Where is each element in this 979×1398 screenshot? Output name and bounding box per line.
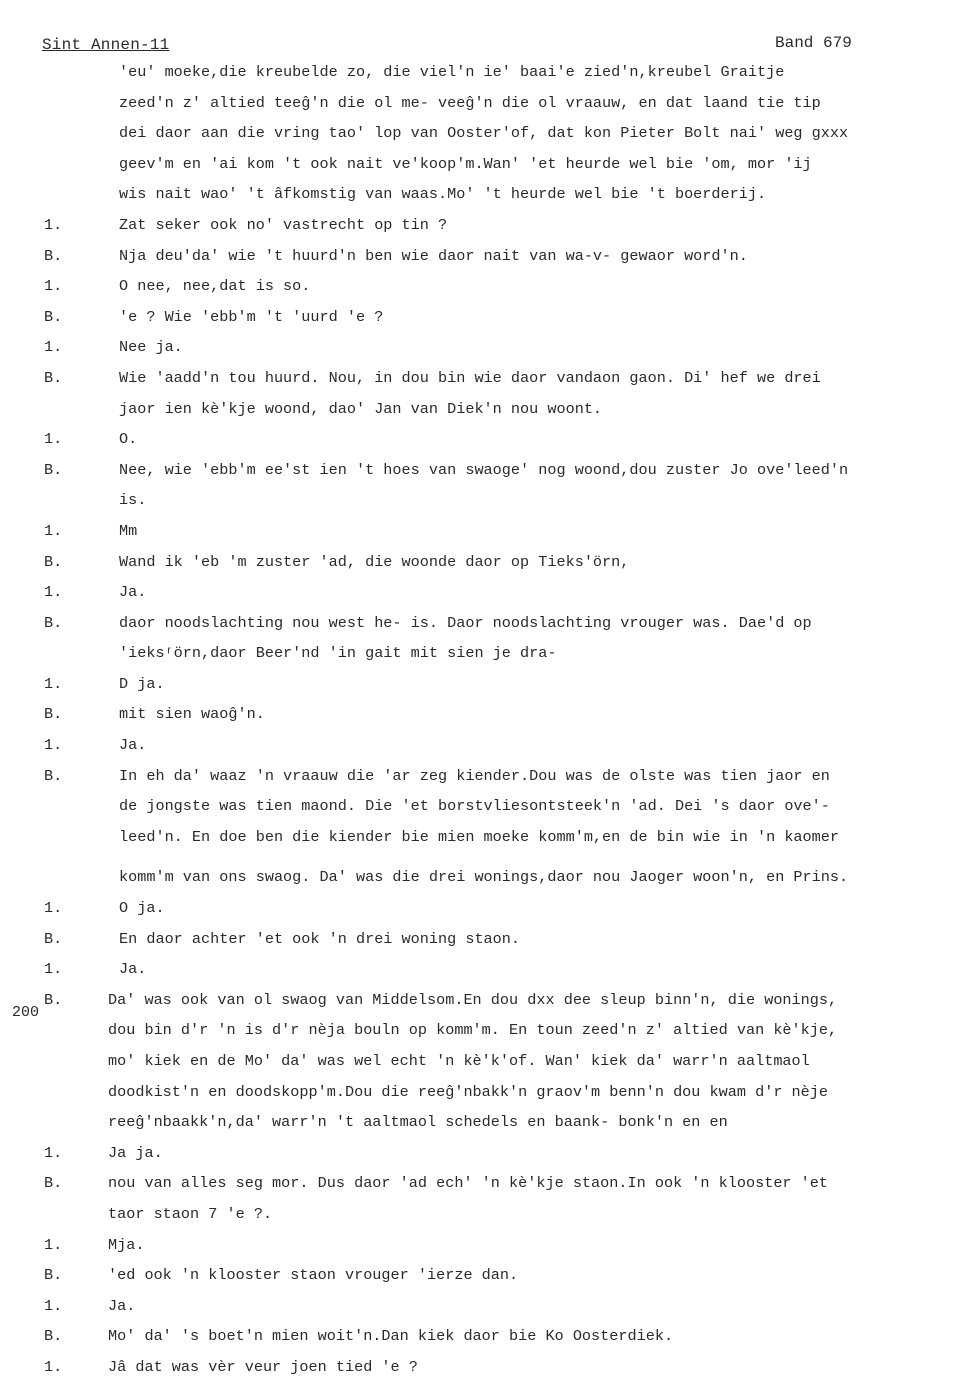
speaker-label: B.	[44, 1174, 63, 1193]
speaker-label: B.	[44, 368, 63, 387]
line-text: 'ieksʳörn,daor Beer'nd 'in gait mit sien je dra-	[119, 644, 557, 663]
line-text: O nee, nee,dat is so.	[119, 277, 311, 296]
line-text: En daor achter 'et ook 'n drei woning staon.	[119, 929, 521, 948]
line-text: 'eu' moeke,die kreubelde zo, die viel'n ie' baai'e zied'n,kreubel Graitje	[119, 63, 785, 81]
transcript-line	[0, 1356, 979, 1387]
transcript-line	[0, 958, 979, 989]
speaker-label: 1.	[44, 583, 63, 602]
speaker-label: B.	[44, 929, 63, 948]
speaker-label: 1.	[44, 899, 63, 918]
transcript-line	[0, 275, 979, 306]
line-text: Ja.	[108, 1296, 136, 1315]
speaker-label: 1.	[44, 736, 63, 755]
speaker-label: 1.	[44, 277, 63, 296]
transcript-line	[0, 765, 979, 796]
transcript-line	[0, 520, 979, 551]
line-text: Mja.	[108, 1235, 145, 1254]
speaker-label: 1.	[44, 521, 63, 540]
transcript-line	[0, 734, 979, 765]
line-text: dou bin d'r 'n is d'r nèja bouln op komm'm. En toun zeed'n z' altied van kè'kje,	[108, 1021, 838, 1040]
transcript-line	[0, 459, 979, 490]
line-text: zeed'n z' altied teeĝ'n die ol me- veeĝ'n die ol vraauw, en dat laand tie tip	[119, 93, 821, 112]
transcript-line	[0, 866, 979, 897]
transcript-line	[0, 1142, 979, 1173]
transcript-line	[0, 428, 979, 459]
line-text: is.	[119, 491, 147, 510]
transcript-line	[0, 1325, 979, 1356]
margin-note: 200	[12, 1004, 40, 1021]
line-text: Mo' da' 's boet'n mien woit'n.Dan kiek daor bie Ko Oosterdiek.	[108, 1327, 674, 1346]
line-text: doodkist'n en doodskopp'm.Dou die reeĝ'nbakk'n graov'm benn'n dou kwam d'r nèje	[108, 1082, 829, 1101]
line-text: de jongste was tien maond. Die 'et borstvliesontsteek'n 'ad. Dei 's daor ove'-	[119, 797, 830, 816]
line-text: taor staon 7 'e ?.	[108, 1204, 273, 1223]
line-text: geev'm en 'ai kom 't ook nait ve'koop'm.Wan' 'et heurde wel bie 'om, mor 'ij	[119, 154, 812, 173]
line-text: dei daor aan die vring tao' lop van Ooster'of, dat kon Pieter Bolt nai' weg gxxx	[119, 124, 849, 143]
transcript-line	[0, 122, 979, 153]
line-text: Zat seker ook no' vastrecht op tin ?	[119, 215, 448, 234]
transcript-line	[0, 928, 979, 959]
transcript-line	[0, 642, 979, 673]
transcript-line	[0, 1295, 979, 1326]
transcript-lines	[0, 61, 979, 1387]
speaker-label: 1.	[44, 1296, 63, 1315]
line-text: mo' kiek en de Mo' da' was wel echt 'n kè'k'of. Wan' kiek da' warr'n aaltmaol	[108, 1052, 810, 1070]
transcript-line	[0, 92, 979, 123]
line-text: O.	[119, 430, 138, 449]
line-text: Mm	[119, 521, 138, 540]
line-text: Ja.	[119, 736, 147, 755]
speaker-label: 1.	[44, 1143, 63, 1162]
transcript-line	[0, 61, 979, 92]
line-text: wis nait wao' 't âfkomstig van waas.Mo' 't heurde wel bie 't boerderij.	[119, 185, 767, 204]
transcript-line	[0, 581, 979, 612]
speaker-label: B.	[44, 613, 63, 632]
transcript-line	[0, 214, 979, 245]
speaker-label: 1.	[44, 960, 63, 979]
line-text: Ja.	[119, 583, 147, 602]
transcript-line	[0, 1081, 979, 1112]
transcript-line	[0, 673, 979, 704]
transcript-line	[0, 1019, 979, 1050]
line-text: mit sien waoĝ'n.	[119, 705, 265, 724]
line-text: Da' was ook van ol swaog van Middelsom.En dou dxx dee sleup binn'n, die wonings,	[108, 990, 838, 1009]
line-text: 'ed ook 'n klooster staon vrouger 'ierze dan.	[108, 1266, 519, 1285]
transcript-line	[0, 1264, 979, 1295]
transcript-line	[0, 1050, 979, 1081]
speaker-label: B.	[44, 460, 63, 479]
document-title: Sint Annen-11	[42, 36, 170, 54]
line-text: Ja.	[119, 960, 147, 979]
speaker-label: B.	[44, 246, 63, 265]
transcript-line	[0, 1111, 979, 1142]
transcript-line	[0, 306, 979, 337]
speaker-label: 1.	[44, 1235, 63, 1254]
line-text: Wie 'aadd'n tou huurd. Nou, in dou bin wie daor vandaon gaon. Di' hef we drei	[119, 368, 821, 387]
transcript-line	[0, 897, 979, 928]
speaker-label: 1.	[44, 430, 63, 449]
speaker-label: B.	[44, 307, 63, 326]
speaker-label: 1.	[44, 674, 63, 693]
line-text: Nee ja.	[119, 338, 183, 357]
transcript-line	[0, 703, 979, 734]
transcript-line	[0, 1234, 979, 1265]
transcript-line	[0, 367, 979, 398]
line-text: Nee, wie 'ebb'm ee'st ien 't hoes van swaoge' nog woond,dou zuster Jo ove'leed'n	[119, 460, 849, 479]
transcript-line	[0, 612, 979, 643]
speaker-label: B.	[44, 552, 63, 571]
line-text: jaor ien kè'kje woond, dao' Jan van Diek'n nou woont.	[119, 399, 603, 418]
transcript-line	[0, 245, 979, 276]
speaker-label: B.	[44, 1266, 63, 1285]
line-text: komm'm van ons swaog. Da' was die drei wonings,daor nou Jaoger woon'n, en Prins.	[119, 868, 849, 887]
line-text: Wand ik 'eb 'm zuster 'ad, die woonde daor op Tieks'örn,	[119, 552, 630, 571]
speaker-label: B.	[44, 766, 63, 785]
transcript-line	[0, 989, 979, 1020]
line-text: Nja deu'da' wie 't huurd'n ben wie daor nait van wa-v- gewaor word'n.	[119, 246, 748, 265]
transcript-line	[0, 826, 979, 857]
line-text: Ja ja.	[108, 1143, 163, 1162]
speaker-label: B.	[44, 1327, 63, 1346]
line-text: In eh da' waaz 'n vraauw die 'ar zeg kiender.Dou was de olste was tien jaor en	[119, 766, 830, 785]
line-text: D ja.	[119, 674, 165, 693]
band-number: Band 679	[775, 34, 852, 52]
transcript-line	[0, 153, 979, 184]
transcript-line	[0, 183, 979, 214]
transcript-line	[0, 336, 979, 367]
transcript-line	[0, 551, 979, 582]
speaker-label: B.	[44, 990, 63, 1009]
line-text: leed'n. En doe ben die kiender bie mien moeke komm'm,en de bin wie in 'n kaomer	[119, 827, 840, 846]
transcript-line	[0, 1172, 979, 1203]
line-text: reeĝ'nbaakk'n,da' warr'n 't aaltmaol schedels en baank- bonk'n en en	[108, 1113, 728, 1132]
line-text: O ja.	[119, 899, 165, 918]
speaker-label: B.	[44, 705, 63, 724]
transcript-line	[0, 795, 979, 826]
transcript-line	[0, 489, 979, 520]
speaker-label: 1.	[44, 1357, 63, 1376]
line-text: Jâ dat was vèr veur joen tied 'e ?	[108, 1357, 418, 1376]
transcript-line	[0, 1203, 979, 1234]
speaker-label: 1.	[44, 215, 63, 234]
speaker-label: 1.	[44, 338, 63, 357]
line-text: 'e ? Wie 'ebb'm 't 'uurd 'e ?	[119, 307, 384, 326]
transcript-line	[0, 398, 979, 429]
line-text: nou van alles seg mor. Dus daor 'ad ech' 'n kè'kje staon.In ook 'n klooster 'et	[108, 1174, 829, 1193]
line-text: daor noodslachting nou west he- is. Daor noodslachting vrouger was. Dae'd op	[119, 613, 812, 632]
